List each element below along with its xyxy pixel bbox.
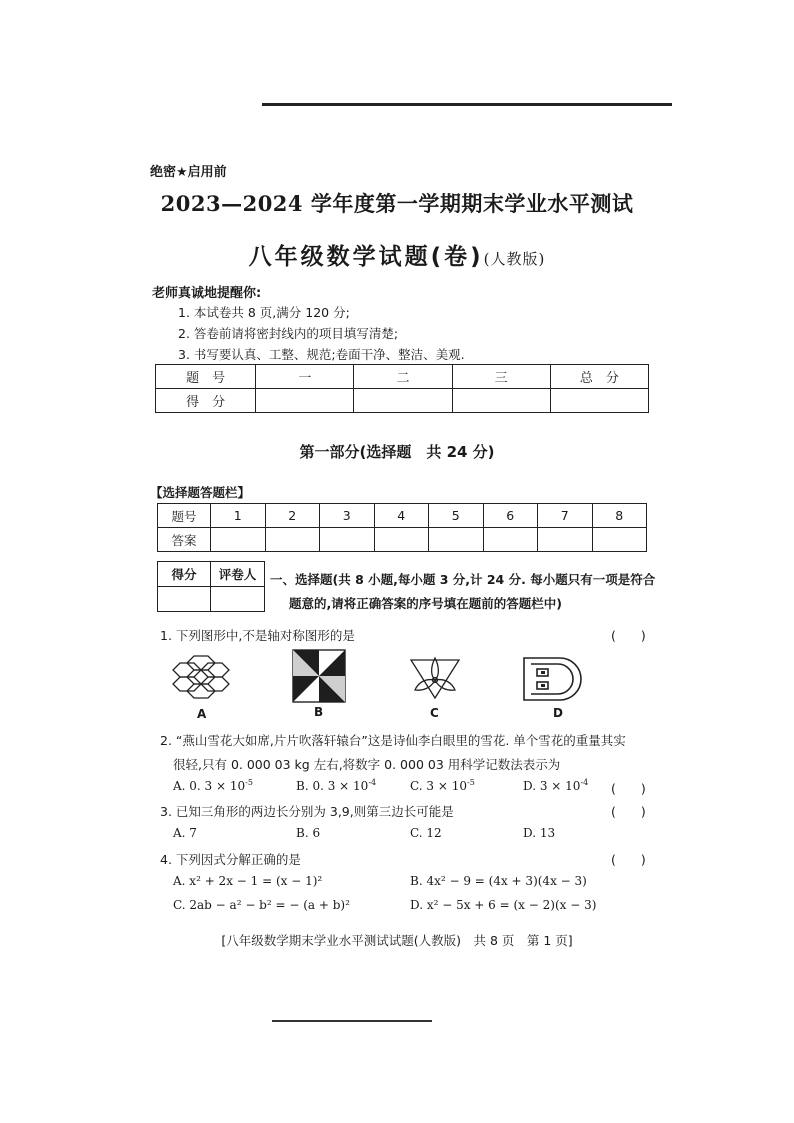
q3-stem: 3. 已知三角形的两边长分别为 3,9,则第三边长可能是 [160, 804, 454, 819]
exam-subtitle [0, 238, 794, 271]
plug-figure [520, 656, 584, 702]
score-cell[interactable] [550, 389, 648, 413]
q4-stem: 4. 下列因式分解正确的是 [160, 852, 301, 867]
answer-cell[interactable] [211, 528, 266, 552]
q1-label-c: C [430, 706, 439, 720]
section1-desc-line1: 一、选择题(共 8 小题,每小题 3 分,计 24 分. 每小题只有一项是符合 [270, 572, 656, 587]
answer-bar-title: 【选择题答题栏】 [150, 485, 251, 500]
grader-table [157, 561, 265, 612]
score-header-1: 一 [256, 365, 354, 389]
top-rule [262, 103, 672, 106]
q4-option-a: A. x² + 2x − 1 = (x − 1)² [173, 874, 323, 888]
snowflake-hexagon-figure [165, 648, 237, 706]
q2-option-b-exp: -4 [368, 778, 377, 787]
answer-cell[interactable] [265, 528, 320, 552]
q2-option-b [296, 778, 376, 793]
section1-description [270, 568, 660, 616]
q4-answer-paren[interactable]: ( ) [611, 852, 646, 867]
q2-stem-line1: 2. “燕山雪花大如席,片片吹落轩辕台”这是诗仙李白眼里的雪花. 单个雪花的重量其实 [160, 733, 626, 748]
answer-number: 2 [265, 504, 320, 528]
score-cell[interactable] [256, 389, 354, 413]
part1-title: 第一部分(选择题 共 24 分) [299, 443, 495, 461]
reminder-heading: 老师真诚地提醒你: [152, 286, 262, 301]
q2-option-a-exp: -5 [245, 778, 253, 787]
answer-cell[interactable] [374, 528, 429, 552]
q2-option-d-exp: -4 [580, 778, 589, 787]
answer-number: 3 [320, 504, 375, 528]
answer-number: 8 [592, 504, 647, 528]
answer-number: 7 [538, 504, 593, 528]
note-1: 1. 本试卷共 8 页,满分 120 分; [178, 305, 350, 320]
q2-stem-line2: 很轻,只有 0. 000 03 kg 左右,将数字 0. 000 03 用科学记数法表示为 [173, 757, 561, 772]
note-3: 3. 书写要认真、工整、规范;卷面干净、整洁、美观. [178, 347, 465, 362]
q1-answer-paren[interactable]: ( ) [611, 628, 646, 643]
answer-cell[interactable] [320, 528, 375, 552]
q3-answer-paren[interactable]: ( ) [611, 804, 646, 819]
score-cell[interactable] [452, 389, 550, 413]
edition-label: (人教版) [483, 250, 546, 268]
score-table [155, 364, 649, 413]
q1-label-d: D [553, 706, 563, 720]
grader-name-cell[interactable] [211, 587, 265, 612]
answer-cell[interactable] [483, 528, 538, 552]
q2-answer-paren[interactable]: ( ) [611, 781, 646, 796]
q2-option-a [173, 778, 253, 793]
score-row-label: 得 分 [156, 389, 256, 413]
q2-option-c [410, 778, 475, 793]
answer-table [157, 503, 647, 552]
q2-option-d-base: D. 3 × 10 [523, 779, 581, 793]
q4-option-b: B. 4x² − 9 = (4x + 3)(4x − 3) [410, 874, 587, 888]
q3-option-a: A. 7 [173, 826, 197, 840]
answer-cell[interactable] [592, 528, 647, 552]
q2-option-a-base: A. 0. 3 × 10 [173, 779, 246, 793]
q3-option-d: D. 13 [523, 826, 556, 840]
answer-number: 1 [211, 504, 266, 528]
subject-title: 八年级数学试题(卷) [248, 244, 484, 270]
q3-option-c: C. 12 [410, 826, 442, 840]
q3-option-b: B. 6 [296, 826, 321, 840]
q1-label-b: B [314, 705, 324, 719]
answer-number: 5 [429, 504, 484, 528]
answer-cell[interactable] [538, 528, 593, 552]
score-header-label: 题 号 [156, 365, 256, 389]
section1-desc-line2: 题意的,请将正确答案的序号填在题前的答题栏中) [289, 596, 562, 611]
q1-stem: 1. 下列图形中,不是轴对称图形的是 [160, 628, 355, 643]
bottom-rule [272, 1020, 432, 1022]
answer-cell[interactable] [429, 528, 484, 552]
q2-option-c-exp: -5 [466, 778, 475, 787]
q2-option-d [523, 778, 588, 793]
exam-title: 2023—2024 学年度第一学期期末学业水平测试 [160, 191, 634, 216]
answer-row-label: 题号 [158, 504, 211, 528]
answer-number: 6 [483, 504, 538, 528]
q1-label-a: A [197, 707, 207, 721]
grader-score-label: 得分 [158, 562, 211, 587]
q4-option-d: D. x² − 5x + 6 = (x − 2)(x − 3) [410, 898, 597, 912]
page-footer: [八年级数学期末学业水平测试试题(人教版) 共 8 页 第 1 页] [221, 933, 573, 948]
score-header-3: 三 [452, 365, 550, 389]
q4-option-c: C. 2ab − a² − b² = − (a + b)² [173, 898, 350, 912]
grader-label: 评卷人 [211, 562, 265, 587]
q2-option-c-base: C. 3 × 10 [410, 779, 467, 793]
score-header-total: 总 分 [550, 365, 648, 389]
confidential-label: 绝密★启用前 [150, 165, 227, 180]
triangle-propeller-figure [408, 650, 462, 702]
score-cell[interactable] [354, 389, 452, 413]
q2-option-b-base: B. 0. 3 × 10 [296, 779, 369, 793]
note-2: 2. 答卷前请将密封线内的项目填写清楚; [178, 326, 399, 341]
grader-score-cell[interactable] [158, 587, 211, 612]
pinwheel-figure [292, 649, 346, 703]
score-header-2: 二 [354, 365, 452, 389]
answer-number: 4 [374, 504, 429, 528]
answer-row-label: 答案 [158, 528, 211, 552]
